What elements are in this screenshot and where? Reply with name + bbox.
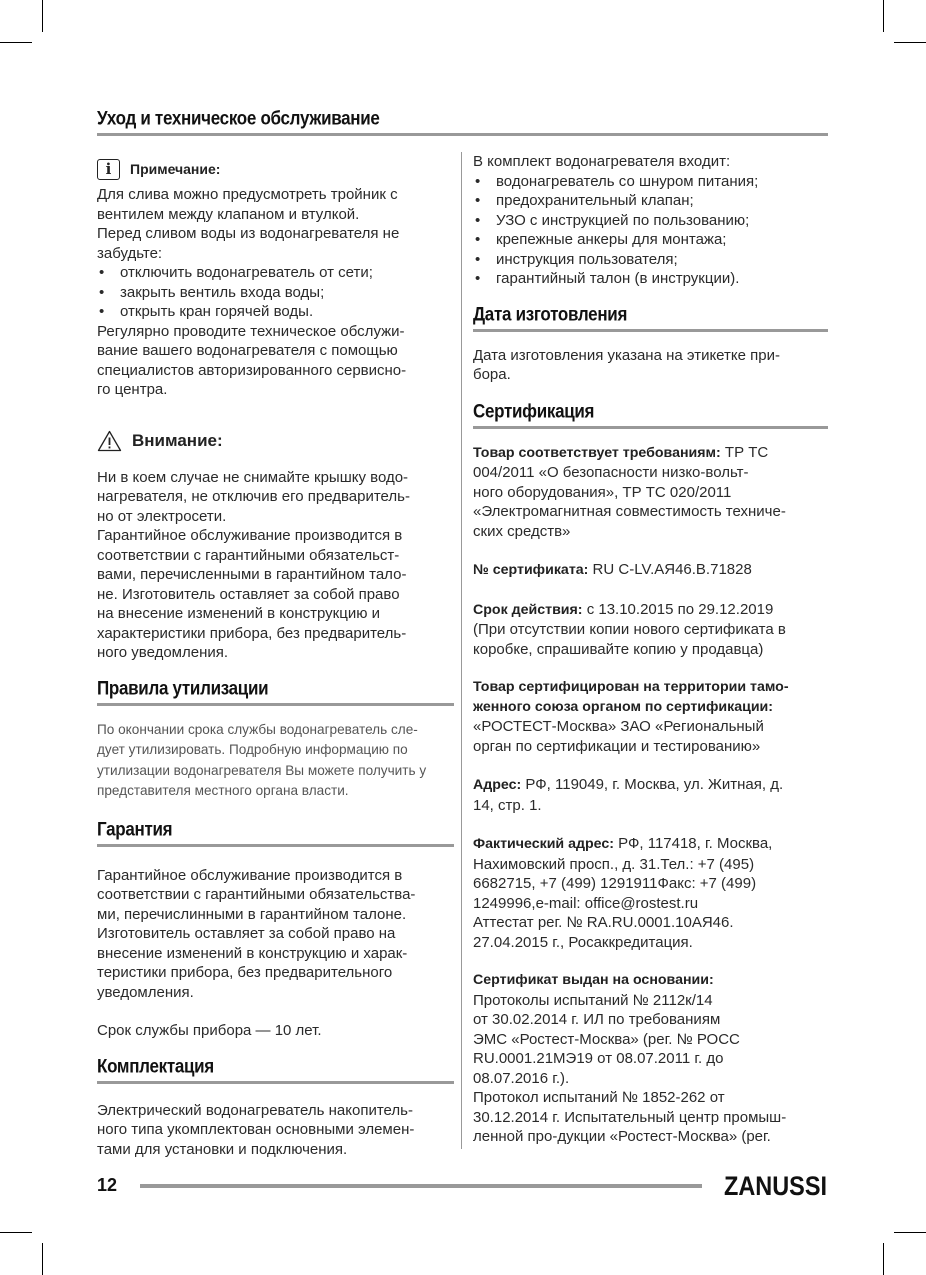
cert-address <box>473 775 828 815</box>
crop-mark <box>0 1232 32 1233</box>
text-line: ТР ТС <box>720 443 769 461</box>
text-line: Протоколы испытаний № 2112к/14 <box>473 991 713 1009</box>
address-label: Адрес: <box>473 777 522 793</box>
basis-label: Сертификат выдан на основании: <box>473 972 714 988</box>
disposal-section <box>97 677 454 802</box>
text-line: «РОСТЕСТ-Москва» ЗАО «Региональный <box>473 718 764 735</box>
text-line: с 13.10.2015 по 29.12.2019 <box>582 600 774 618</box>
cert-requirements <box>473 443 828 542</box>
text-line: 14, стр. 1. <box>473 796 542 814</box>
crop-mark <box>42 0 43 32</box>
list-item: • инструкция пользователя; <box>473 250 828 270</box>
text-line: внесение изменений в конструкцию и харак- <box>97 944 408 962</box>
note-label: Примечание: <box>130 161 221 177</box>
text-line: ного оборудования», ТР ТС 020/2011 <box>473 483 732 501</box>
list-item: • закрыть вентиль входа воды; <box>97 283 454 303</box>
cert-validity <box>473 600 828 660</box>
package-text <box>97 1101 454 1160</box>
text-line: го центра. <box>97 381 168 398</box>
cert-actual-address <box>473 834 828 952</box>
text-line: вание вашего водонагревателя с помощью <box>97 342 398 359</box>
text-line: Гарантийное обслуживание производится в <box>97 866 403 884</box>
list-item: • водонагреватель со шнуром питания; <box>473 172 828 192</box>
text-line: ленной про-дукции «Ростест-Москва» (рег. <box>473 1128 771 1145</box>
text-line: соответствии с гарантийными обязательст- <box>97 546 400 564</box>
text-line: Ни в коем случае не снимайте крышку водо- <box>97 468 409 486</box>
package-list <box>473 172 828 289</box>
text-line: 004/2011 «О безопасности низко-вольт- <box>473 464 749 481</box>
text-line: не. Изготовитель оставляет за собой право <box>97 585 400 603</box>
text-line: Перед сливом воды из водонагревателя не <box>97 225 400 242</box>
service-life: Срок службы прибора — 10 лет. <box>97 1022 322 1039</box>
crop-mark <box>894 42 926 43</box>
text-line: орган по сертификации и тестированию» <box>473 737 761 755</box>
text-line: 30.12.2014 г. Испытательный центр промыш- <box>473 1108 787 1126</box>
text-line: Нахимовский просп., д. 31.Тел.: +7 (495) <box>473 855 755 873</box>
warning-header <box>97 426 454 456</box>
text-line: уведомления. <box>97 983 194 1001</box>
authority-label-line: женного союза органом по сертификации: <box>473 698 774 715</box>
package-intro: В комплект водонагревателя входит: <box>473 153 731 170</box>
text-line: забудьте: <box>97 244 163 262</box>
warranty-section <box>97 818 454 1041</box>
text-line: 6682715, +7 (499) 1291911Факс: +7 (499) <box>473 875 757 892</box>
zanussi-logo <box>724 1168 828 1201</box>
footer-rule <box>140 1184 702 1188</box>
cert-authority <box>473 678 828 756</box>
page-number: 12 <box>97 1175 118 1195</box>
note-header <box>97 156 454 182</box>
text-line: теристики прибора, без предварительного <box>97 964 393 981</box>
column-divider <box>461 152 462 1149</box>
section-rule <box>473 329 828 332</box>
text-line: от 30.02.2014 г. ИЛ по требованиям <box>473 1011 721 1028</box>
validity-label: Срок действия: <box>473 601 583 618</box>
actual-address-label: Фактический адрес: <box>473 836 614 852</box>
section-rule <box>473 426 828 429</box>
text-line: Гарантийное обслуживание производится в <box>97 527 403 544</box>
text-line: коробке, спрашивайте копию у продавца) <box>473 640 764 658</box>
note-text <box>97 185 454 400</box>
section-title: Гарантия <box>97 818 173 840</box>
warning-icon <box>97 430 122 452</box>
text-line: дует утилизировать. Подробную информацию по <box>97 742 408 757</box>
text-line: нагревателя, не отключив его предваритель- <box>97 488 410 505</box>
text-line: РФ, 117418, г. Москва, <box>613 835 773 852</box>
list-item: • крепежные анкеры для монтажа; <box>473 230 828 250</box>
text-line: ЭМС «Ростест-Москва» (рег. № РОСС <box>473 1030 740 1048</box>
text-line: ного уведомления. <box>97 644 229 661</box>
list-item: • гарантийный талон (в инструкции). <box>473 269 828 289</box>
authority-label-line: Товар сертифицирован на территории тамо- <box>473 679 789 695</box>
info-icon: i <box>97 159 120 180</box>
note-list <box>97 263 454 322</box>
text-line: соответствии с гарантийными обязательства- <box>97 886 416 903</box>
text-line: Протокол испытаний № 1852-262 от <box>473 1089 725 1106</box>
text-line: Для слива можно предусмотреть тройник с <box>97 186 398 203</box>
text-line: тами для установки и подключения. <box>97 1140 348 1158</box>
text-line: но от электросети. <box>97 507 227 525</box>
right-column <box>473 152 828 1147</box>
text-line: RU.0001.21МЭ19 от 08.07.2011 г. до <box>473 1050 724 1067</box>
text-line: 27.04.2015 г., Росаккредитация. <box>473 933 693 951</box>
list-item: • отключить водонагреватель от сети; <box>97 263 454 283</box>
warning-text <box>97 468 454 663</box>
text-line: «Электромагнитная совместимость техниче- <box>473 503 786 520</box>
text-line: РФ, 119049, г. Москва, ул. Житная, д. <box>521 776 784 793</box>
text-line: (При отсутствии копии нового сертификата в <box>473 621 786 638</box>
crop-mark <box>0 42 32 43</box>
text-line: ских средств» <box>473 522 571 540</box>
manufacture-date-section <box>473 303 828 385</box>
list-item: • предохранительный клапан; <box>473 191 828 211</box>
text-line: бора. <box>473 366 511 383</box>
text-line: Изготовитель оставляет за собой право на <box>97 925 396 942</box>
text-line: вами, перечисленными в гарантийном тало- <box>97 566 407 583</box>
disposal-text <box>97 720 454 802</box>
section-rule <box>97 703 454 706</box>
crop-mark <box>883 0 884 32</box>
section-title: Комплектация <box>97 1055 214 1077</box>
warranty-text <box>97 866 454 1041</box>
text-line: Регулярно проводите техническое обслужи- <box>97 322 405 340</box>
text-line: вентилем между клапаном и втулкой. <box>97 205 360 223</box>
cert-basis <box>473 971 828 1147</box>
cert-number-label: № сертификата: <box>473 562 589 578</box>
list-item: • открыть кран горячей воды. <box>97 302 454 322</box>
text-line: Дата изготовления указана на этикетке при- <box>473 346 780 364</box>
crop-mark <box>883 1243 884 1275</box>
text-line: Электрический водонагреватель накопитель- <box>97 1101 413 1119</box>
text-line: характеристики прибора, без предваритель- <box>97 624 407 642</box>
crop-mark <box>894 1232 926 1233</box>
warning-label: Внимание: <box>132 430 223 450</box>
package-section <box>97 1055 454 1160</box>
section-rule <box>97 1081 454 1084</box>
text-line: По окончании срока службы водонагреватель сле- <box>97 721 418 737</box>
text-line: представителя местного органа власти. <box>97 783 349 798</box>
text-line: специалистов авторизированного сервисно- <box>97 361 407 379</box>
text-line: утилизации водонагревателя Вы можете получить у <box>97 762 427 778</box>
text-line: 1249996,e-mail: office@rostest.ru <box>473 894 699 912</box>
list-item: • УЗО с инструкцией по пользованию; <box>473 211 828 231</box>
section-title: Дата изготовления <box>473 303 628 325</box>
section-rule <box>97 844 454 847</box>
text-line: Аттестат рег. № RA.RU.0001.10АЯ46. <box>473 914 734 931</box>
section-title: Сертификация <box>473 400 595 422</box>
cert-number <box>473 560 828 581</box>
section-title: Правила утилизации <box>97 677 269 699</box>
main-heading-block <box>97 107 828 136</box>
manufacture-date-text <box>473 346 828 385</box>
text-line: 08.07.2016 г.). <box>473 1069 570 1087</box>
brand-name: ZANUSSI <box>724 1171 827 1201</box>
cert-number-value: RU С-LV.АЯ46.В.71828 <box>588 561 752 578</box>
certification-section <box>473 400 828 1147</box>
text-line: ми, перечислинными в гарантийном талоне. <box>97 905 407 923</box>
crop-mark <box>42 1243 43 1275</box>
left-column <box>97 152 454 1159</box>
page-title: Уход и техническое обслуживание <box>97 107 380 129</box>
requirements-label: Товар соответствует требованиям: <box>473 444 721 461</box>
text-line: на внесение изменений в конструкцию и <box>97 605 381 622</box>
heading-rule <box>97 133 828 136</box>
text-line: ного типа укомплектован основными элемен- <box>97 1121 415 1138</box>
